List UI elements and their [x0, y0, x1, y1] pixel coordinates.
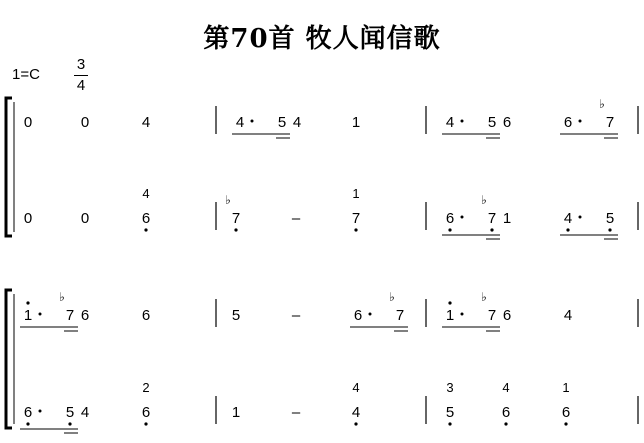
note-augmentation-dot: [579, 216, 582, 219]
time-signature-top: 3: [76, 56, 86, 73]
note-numeral: 1: [445, 307, 455, 324]
octave-dot-below: [490, 228, 493, 231]
note-numeral: 5: [231, 307, 241, 324]
octave-dot-below: [566, 228, 569, 231]
octave-dot-below: [26, 422, 29, 425]
rest-dash: –: [291, 307, 301, 324]
rest-dash: –: [291, 404, 301, 421]
note-numeral: 4: [351, 404, 361, 421]
octave-dot-below: [448, 422, 451, 425]
note-numeral: 0: [80, 210, 90, 227]
time-signature-bottom: 4: [76, 77, 86, 94]
note-numeral: 7: [231, 210, 241, 227]
note-numeral: 6: [141, 404, 151, 421]
note-numeral: 6: [141, 307, 151, 324]
octave-dot-below: [144, 228, 147, 231]
note-numeral: 4: [141, 114, 151, 131]
note-numeral: 6: [502, 114, 512, 131]
octave-dot-above: [26, 301, 29, 304]
page-title: 第70首 牧人闻信歌: [203, 24, 441, 54]
octave-dot-below: [448, 228, 451, 231]
note-numeral: 1: [502, 210, 512, 227]
note-numeral: 4: [235, 114, 245, 131]
octave-dot-below: [144, 422, 147, 425]
octave-dot-below: [68, 422, 71, 425]
note-augmentation-dot: [579, 120, 582, 123]
note-numeral: 4: [563, 307, 573, 324]
note-augmentation-dot: [369, 313, 372, 316]
note-numeral: 5: [487, 114, 497, 131]
octave-dot-below: [608, 228, 611, 231]
note-numeral: 6: [23, 404, 33, 421]
note-numeral: 5: [605, 210, 615, 227]
note-augmentation-dot: [39, 313, 42, 316]
flat-sign: ♭: [481, 193, 487, 207]
chord-upper-numeral: 2: [142, 380, 150, 395]
octave-dot-below: [504, 422, 507, 425]
octave-dot-below: [354, 422, 357, 425]
note-numeral: 6: [353, 307, 363, 324]
note-numeral: 4: [80, 404, 90, 421]
note-numeral: 6: [502, 307, 512, 324]
flat-sign: ♭: [225, 193, 231, 207]
note-numeral: 0: [23, 210, 33, 227]
note-numeral: 4: [445, 114, 455, 131]
note-augmentation-dot: [461, 216, 464, 219]
note-numeral: 7: [395, 307, 405, 324]
chord-upper-numeral: 1: [562, 380, 570, 395]
note-numeral: 6: [563, 114, 573, 131]
note-augmentation-dot: [39, 410, 42, 413]
note-numeral: 4: [563, 210, 573, 227]
note-numeral: 7: [487, 210, 497, 227]
system-bracket: [6, 290, 12, 428]
flat-sign: ♭: [599, 97, 605, 111]
octave-dot-below: [354, 228, 357, 231]
chord-upper-numeral: 1: [352, 186, 360, 201]
system-bracket: [6, 98, 12, 236]
chord-upper-numeral: 3: [446, 380, 454, 395]
flat-sign: ♭: [481, 290, 487, 304]
note-numeral: 5: [65, 404, 75, 421]
chord-upper-numeral: 4: [502, 380, 510, 395]
note-numeral: 6: [80, 307, 90, 324]
rest-dash: –: [291, 210, 301, 227]
chord-upper-numeral: 4: [142, 186, 150, 201]
note-numeral: 6: [501, 404, 511, 421]
note-numeral: 7: [605, 114, 615, 131]
flat-sign: ♭: [389, 290, 395, 304]
note-numeral: 7: [487, 307, 497, 324]
note-numeral: 7: [351, 210, 361, 227]
octave-dot-above: [448, 301, 451, 304]
octave-dot-below: [564, 422, 567, 425]
note-augmentation-dot: [251, 120, 254, 123]
note-numeral: 6: [445, 210, 455, 227]
note-augmentation-dot: [461, 120, 464, 123]
note-numeral: 1: [231, 404, 241, 421]
note-numeral: 6: [561, 404, 571, 421]
note-numeral: 5: [277, 114, 287, 131]
note-numeral: 4: [292, 114, 302, 131]
chord-upper-numeral: 4: [352, 380, 360, 395]
note-numeral: 6: [141, 210, 151, 227]
note-augmentation-dot: [461, 313, 464, 316]
octave-dot-below: [234, 228, 237, 231]
note-numeral: 0: [80, 114, 90, 131]
note-numeral: 7: [65, 307, 75, 324]
key-signature: 1=C: [12, 66, 40, 83]
flat-sign: ♭: [59, 290, 65, 304]
note-numeral: 1: [351, 114, 361, 131]
note-numeral: 1: [23, 307, 33, 324]
note-numeral: 5: [445, 404, 455, 421]
note-numeral: 0: [23, 114, 33, 131]
